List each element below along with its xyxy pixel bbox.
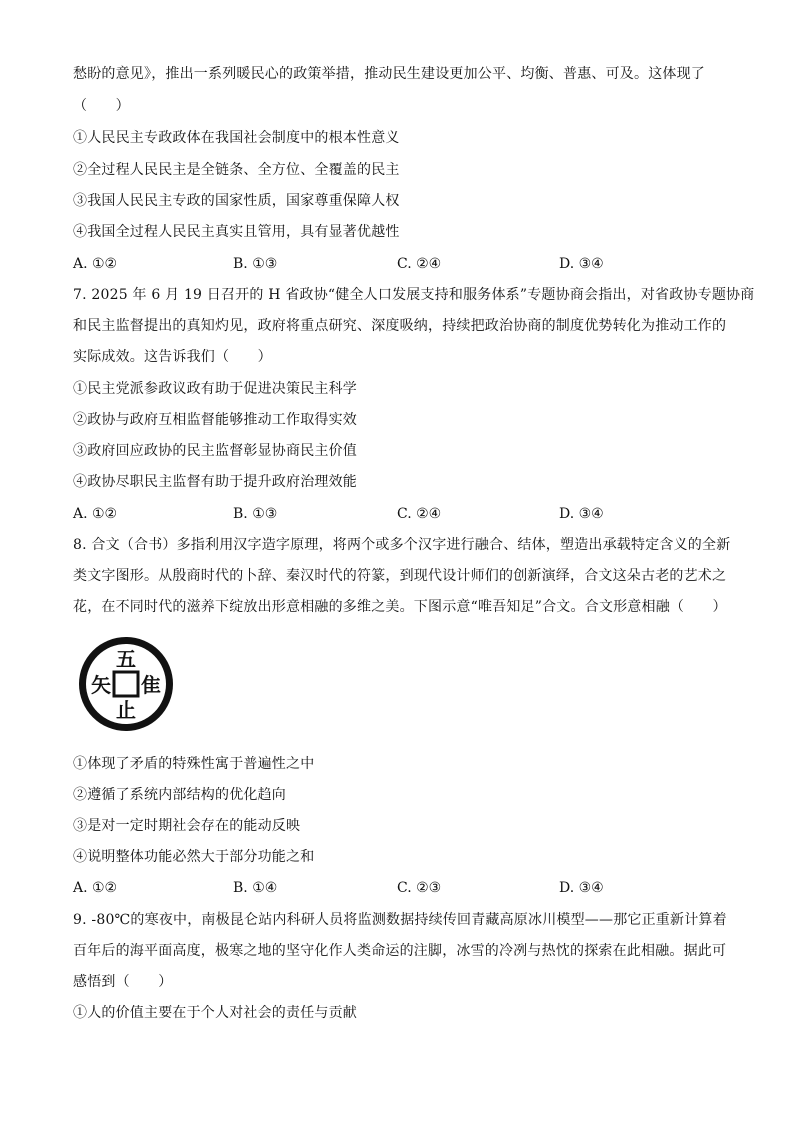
q8-stem-line-1: 8. 合文（合书）多指利用汉字造字原理，将两个或多个汉字进行融合、结体，塑造出承载特定含义的全新: [73, 537, 731, 553]
q6-choices: [73, 254, 723, 274]
q6-option-1: ①人民民主专政政体在我国社会制度中的根本性意义: [73, 130, 400, 146]
q6-choice-d: D. ③④: [559, 256, 604, 272]
q8-choice-b: B. ①④: [233, 880, 278, 896]
q8-stem-line-3: 花，在不同时代的滋养下绽放出形意相融的多维之美。下图示意“唯吾知足”合文。合文形意相融（ ）: [73, 599, 727, 615]
q8-choices: [73, 878, 723, 898]
q8-stem-line-2: 类文字图形。从殷商时代的卜辞、秦汉时代的符篆，到现代设计师们的创新演绎，合文这朵古老的艺术之: [73, 568, 727, 584]
coin-char-left: 矢: [91, 673, 111, 697]
coin-char-bottom: 止: [116, 698, 136, 722]
q6-option-3: ③我国人民民主专政的国家性质，国家尊重保障人权: [73, 193, 400, 209]
q8-option-4: ④说明整体功能必然大于部分功能之和: [73, 849, 315, 865]
q8-option-1: ①体现了矛盾的特殊性寓于普遍性之中: [73, 756, 315, 772]
q7-choice-b: B. ①③: [233, 506, 278, 522]
q8-choice-c: C. ②③: [397, 880, 442, 896]
q8-choice-d: D. ③④: [559, 880, 604, 896]
q7-choice-c: C. ②④: [397, 506, 442, 522]
q8-choice-a: A. ①②: [73, 880, 118, 896]
hewen-coin-figure: [76, 634, 176, 734]
coin-char-right: 隹: [141, 673, 161, 697]
q9-stem-line-1: 9. -80℃的寒夜中，南极昆仑站内科研人员将监测数据持续传回青藏高原冰川模型——那它正重新计算着: [73, 912, 727, 928]
q6-choice-a: A. ①②: [73, 256, 118, 272]
coin-square-hole: [114, 672, 138, 696]
q7-choice-d: D. ③④: [559, 506, 604, 522]
coin-char-top: 五: [116, 647, 136, 671]
q7-option-4: ④政协尽职民主监督有助于提升政府治理效能: [73, 474, 357, 490]
q7-option-2: ②政协与政府互相监督能够推动工作取得实效: [73, 412, 357, 428]
q6-option-2: ②全过程人民民主是全链条、全方位、全覆盖的民主: [73, 162, 400, 178]
q9-stem-line-3: 感悟到（ ）: [73, 974, 173, 990]
q7-option-1: ①民主党派参政议政有助于促进决策民主科学: [73, 381, 357, 397]
q7-stem-line-1: 7. 2025 年 6 月 19 日召开的 H 省政协“健全人口发展支持和服务体系”专题协商会指出，对省政协专题协商: [73, 287, 755, 303]
q6-choice-b: B. ①③: [233, 256, 278, 272]
q7-stem-line-3: 实际成效。这告诉我们（ ）: [73, 349, 272, 365]
q7-stem-line-2: 和民主监督提出的真知灼见，政府将重点研究、深度吸纳，持续把政治协商的制度优势转化为推动工作的: [73, 318, 727, 334]
q8-option-2: ②遵循了系统内部结构的优化趋向: [73, 787, 286, 803]
q6-choice-c: C. ②④: [397, 256, 442, 272]
q7-choices: [73, 504, 723, 524]
q7-option-3: ③政府回应政协的民主监督彰显协商民主价值: [73, 443, 357, 459]
q6-answer-blank: （ ）: [73, 98, 130, 114]
q7-choice-a: A. ①②: [73, 506, 118, 522]
q6-option-4: ④我国全过程人民民主真实且管用，具有显著优越性: [73, 224, 400, 240]
q9-option-1: ①人的价值主要在于个人对社会的责任与贡献: [73, 1005, 357, 1021]
q8-option-3: ③是对一定时期社会存在的能动反映: [73, 818, 301, 834]
q9-stem-line-2: 百年后的海平面高度，极寒之地的坚守化作人类命运的注脚，冰雪的冷冽与热忱的探索在此相融。据此可: [73, 943, 727, 959]
coin-svg: [76, 634, 176, 734]
q6-stem-line: 愁盼的意见》，推出一系列暖民心的政策举措，推动民生建设更加公平、均衡、普惠、可及。这体现了: [73, 66, 705, 82]
